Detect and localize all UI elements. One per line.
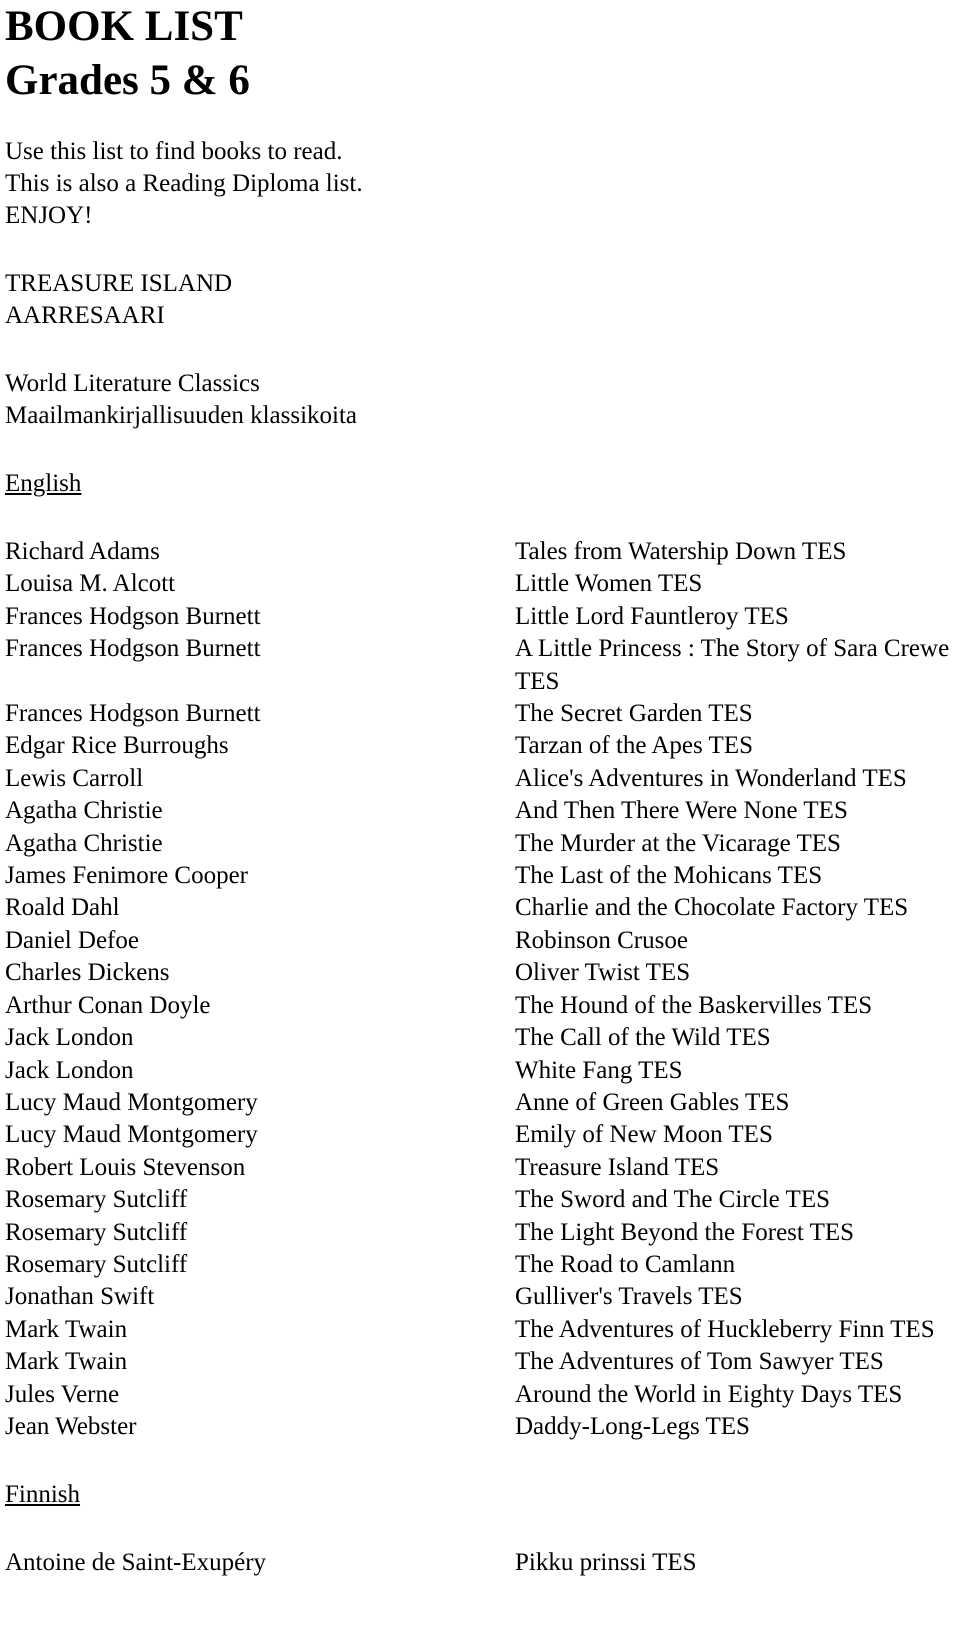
book-author: Robert Louis Stevenson	[5, 1153, 246, 1181]
category-block	[5, 368, 955, 432]
book-title: The Murder at the Vicarage TES	[515, 829, 841, 857]
book-author: Rosemary Sutcliff	[5, 1250, 188, 1278]
book-row	[5, 698, 955, 730]
book-title: The Adventures of Tom Sawyer TES	[515, 1348, 884, 1376]
book-row	[5, 860, 955, 892]
book-title: Anne of Green Gables TES	[515, 1088, 790, 1116]
book-row	[5, 1411, 955, 1443]
title-line-2: Grades 5 & 6	[5, 57, 250, 104]
book-author: Lucy Maud Montgomery	[5, 1088, 258, 1116]
book-row	[5, 1249, 955, 1281]
book-author: Louisa M. Alcott	[5, 570, 176, 598]
book-author: Antoine de Saint-Exupéry	[5, 1549, 267, 1577]
book-title: Alice's Adventures in Wonderland TES	[515, 764, 907, 792]
intro-line: Use this list to find books to read.	[5, 138, 343, 165]
book-row	[5, 1379, 955, 1411]
book-author: Lewis Carroll	[5, 764, 144, 792]
book-row	[5, 990, 955, 1022]
book-table	[5, 1547, 955, 1579]
book-row	[5, 763, 955, 795]
book-title: White Fang TES	[515, 1056, 683, 1084]
book-row	[5, 892, 955, 924]
book-title: Tarzan of the Apes TES	[515, 732, 754, 760]
book-author: Agatha Christie	[5, 797, 163, 825]
book-title: The Road to Camlann	[515, 1250, 736, 1278]
book-author: Jack London	[5, 1056, 134, 1084]
book-author: Mark Twain	[5, 1348, 128, 1376]
book-title: Daddy-Long-Legs TES	[515, 1412, 750, 1440]
book-title: And Then There Were None TES	[515, 797, 848, 825]
book-title: Little Women TES	[515, 570, 703, 598]
book-author: Frances Hodgson Burnett	[5, 602, 261, 630]
book-author: Mark Twain	[5, 1315, 128, 1343]
book-row	[5, 601, 955, 633]
book-author: Charles Dickens	[5, 959, 170, 987]
book-title: Emily of New Moon TES	[515, 1121, 773, 1149]
book-title: Robinson Crusoe	[515, 926, 688, 954]
intro-line: ENJOY!	[5, 202, 93, 229]
book-row	[5, 1346, 955, 1378]
book-row	[5, 925, 955, 957]
book-row	[5, 1314, 955, 1346]
book-title: A Little Princess : The Story of Sara Crewe TES	[515, 635, 950, 695]
book-row	[5, 1184, 955, 1216]
book-row	[5, 795, 955, 827]
book-author: Daniel Defoe	[5, 926, 139, 954]
book-author: Jean Webster	[5, 1412, 137, 1440]
book-title: Around the World in Eighty Days TES	[515, 1380, 903, 1408]
book-author: Jules Verne	[5, 1380, 120, 1408]
book-author: Richard Adams	[5, 538, 160, 565]
page-title	[5, 0, 955, 108]
intro-line: This is also a Reading Diploma list.	[5, 170, 363, 197]
book-row	[5, 1281, 955, 1313]
book-title: The Last of the Mohicans TES	[515, 862, 823, 890]
book-author: Agatha Christie	[5, 829, 163, 857]
book-title: Oliver Twist TES	[515, 959, 691, 987]
book-title: The Call of the Wild TES	[515, 1024, 771, 1052]
book-row	[5, 1055, 955, 1087]
series-block	[5, 268, 955, 332]
intro-block	[5, 136, 955, 232]
book-title: The Sword and The Circle TES	[515, 1186, 830, 1214]
book-title: The Secret Garden TES	[515, 700, 753, 728]
book-author: Frances Hodgson Burnett	[5, 700, 261, 728]
book-author: Edgar Rice Burroughs	[5, 732, 229, 760]
book-title: Gulliver's Travels TES	[515, 1283, 743, 1311]
book-title: The Light Beyond the Forest TES	[515, 1218, 855, 1246]
book-row	[5, 828, 955, 860]
book-author: James Fenimore Cooper	[5, 862, 249, 890]
book-author: Jack London	[5, 1024, 134, 1052]
book-row	[5, 633, 955, 698]
book-title: The Hound of the Baskervilles TES	[515, 991, 873, 1019]
book-row	[5, 1547, 955, 1579]
book-author: Roald Dahl	[5, 894, 120, 922]
book-author: Rosemary Sutcliff	[5, 1186, 188, 1214]
book-row	[5, 1217, 955, 1249]
book-title: The Adventures of Huckleberry Finn TES	[515, 1315, 935, 1343]
category-name-finnish: Maailmankirjallisuuden klassikoita	[5, 402, 358, 429]
section-heading-english: English	[5, 470, 82, 497]
book-row	[5, 1152, 955, 1184]
section-heading-finnish: Finnish	[5, 1481, 81, 1509]
book-table	[5, 536, 955, 1443]
book-author: Rosemary Sutcliff	[5, 1218, 188, 1246]
book-title: Tales from Watership Down TES	[515, 538, 847, 565]
book-title: Charlie and the Chocolate Factory TES	[515, 894, 909, 922]
book-row	[5, 536, 955, 568]
book-row	[5, 957, 955, 989]
book-row	[5, 730, 955, 762]
series-name-finnish: AARRESAARI	[5, 302, 165, 329]
book-author: Arthur Conan Doyle	[5, 991, 211, 1019]
book-row	[5, 1087, 955, 1119]
book-title: Pikku prinssi TES	[515, 1549, 697, 1577]
book-author: Frances Hodgson Burnett	[5, 635, 261, 663]
book-title: Little Lord Fauntleroy TES	[515, 602, 789, 630]
book-sections	[5, 468, 955, 1580]
book-row	[5, 568, 955, 600]
category-name-english: World Literature Classics	[5, 370, 260, 397]
book-row	[5, 1119, 955, 1151]
book-author: Jonathan Swift	[5, 1283, 155, 1311]
book-title: Treasure Island TES	[515, 1153, 720, 1181]
series-name-english: TREASURE ISLAND	[5, 270, 233, 297]
document-page	[5, 0, 955, 1580]
book-author: Lucy Maud Montgomery	[5, 1121, 258, 1149]
title-line-1: BOOK LIST	[5, 3, 243, 50]
book-row	[5, 1022, 955, 1054]
